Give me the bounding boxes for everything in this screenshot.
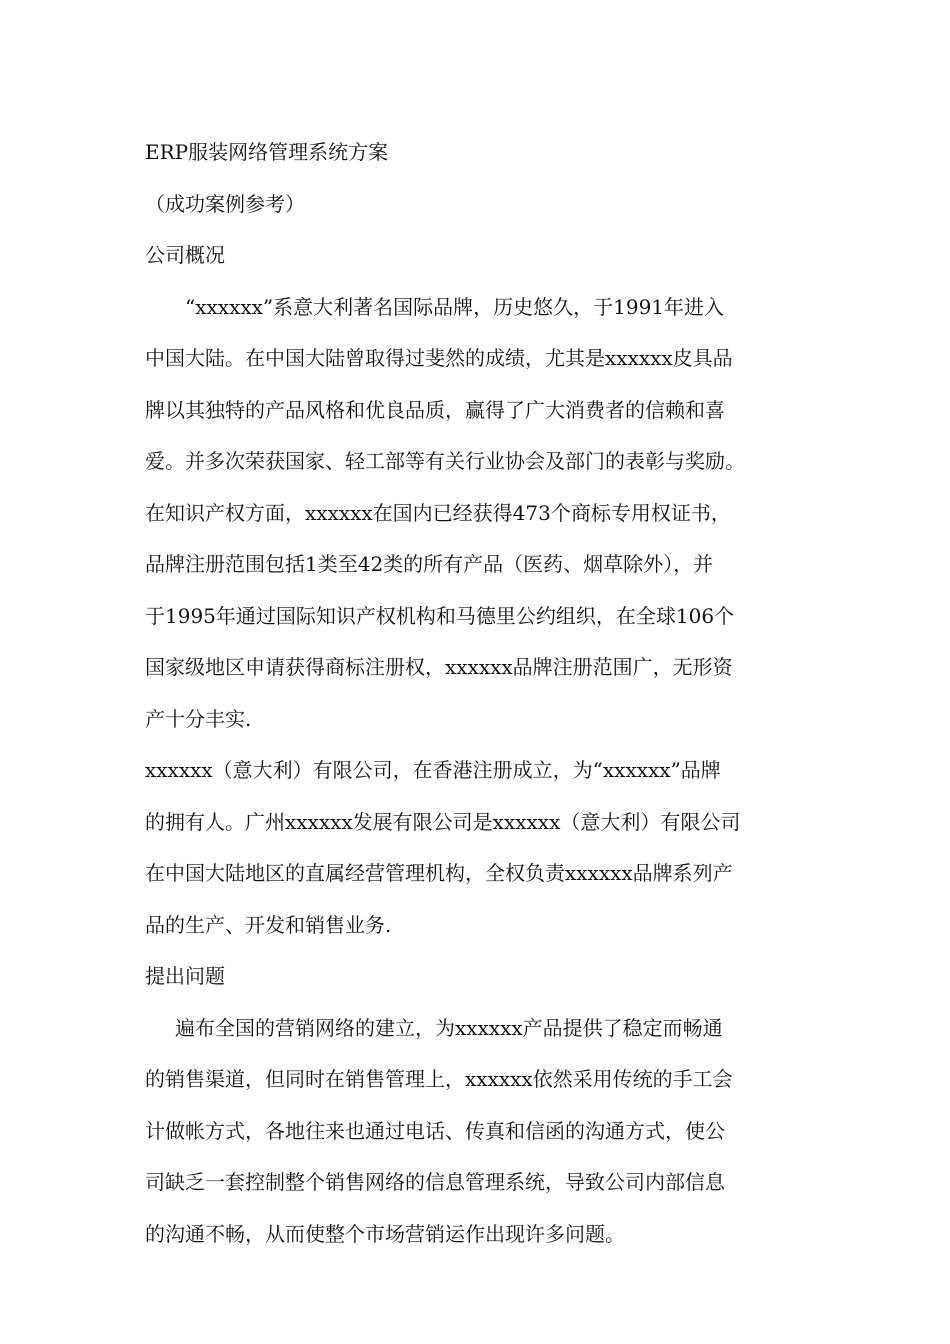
paragraph-line: 的拥有人。广州xxxxxx发展有限公司是xxxxxx（意大利）有限公司 bbox=[145, 809, 741, 834]
paragraph-line: 遍布全国的营销网络的建立，为xxxxxx产品提供了稳定而畅通 bbox=[175, 1015, 723, 1040]
paragraph-line: 司缺乏一套控制整个销售网络的信息管理系统，导致公司内部信息 bbox=[145, 1170, 725, 1194]
paragraph-line: 在中国大陆地区的直属经营管理机构，全权负责xxxxxx品牌系列产 bbox=[145, 861, 733, 885]
paragraph-line: 国家级地区申请获得商标注册权，xxxxxx品牌注册范围广，无形资 bbox=[145, 655, 733, 679]
paragraph-line: xxxxxx（意大利）有限公司，在香港注册成立，为“xxxxxx”品牌 bbox=[145, 758, 721, 782]
paragraph-line: 的沟通不畅，从而使整个市场营销运作出现许多问题。 bbox=[145, 1221, 625, 1246]
paragraph-line: 品牌注册范围包括1类至42类的所有产品（医药、烟草除外），并 bbox=[145, 552, 714, 576]
paragraph-line: 计做帐方式，各地往来也通过电话、传真和信函的沟通方式，使公 bbox=[145, 1118, 725, 1143]
paragraph-line: 品的生产、开发和销售业务. bbox=[145, 912, 392, 937]
paragraph-line: 产十分丰实. bbox=[145, 706, 252, 731]
document-subtitle: （成功案例参考） bbox=[145, 191, 305, 216]
document-title: ERP服装网络管理系统方案 bbox=[145, 140, 389, 164]
paragraph-line: 爱。并多次荣获国家、轻工部等有关行业协会及部门的表彰与奖励。 bbox=[145, 449, 745, 473]
paragraph-problem bbox=[145, 1003, 825, 1261]
paragraph-line: 的销售渠道，但同时在销售管理上，xxxxxx依然采用传统的手工会 bbox=[145, 1067, 733, 1091]
paragraph-line: 中国大陆。在中国大陆曾取得过斐然的成绩，尤其是xxxxxx皮具品 bbox=[145, 346, 733, 370]
paragraph-line: 牌以其独特的产品风格和优良品质，赢得了广大消费者的信赖和喜 bbox=[145, 397, 725, 422]
paragraph-line: 在知识产权方面，xxxxxx在国内已经获得473个商标专用权证书， bbox=[145, 500, 731, 525]
paragraph-line: 于1995年通过国际知识产权机构和马德里公约组织，在全球106个 bbox=[145, 603, 735, 628]
paragraph-line: “xxxxxx”系意大利著名国际品牌，历史悠久，于1991年进入 bbox=[185, 294, 725, 319]
paragraph-company-hk bbox=[145, 745, 825, 951]
document-body bbox=[145, 127, 825, 1260]
section-heading-problem: 提出问题 bbox=[145, 964, 225, 988]
section-heading-company-overview: 公司概况 bbox=[145, 243, 225, 267]
paragraph-company-intro bbox=[145, 282, 825, 746]
